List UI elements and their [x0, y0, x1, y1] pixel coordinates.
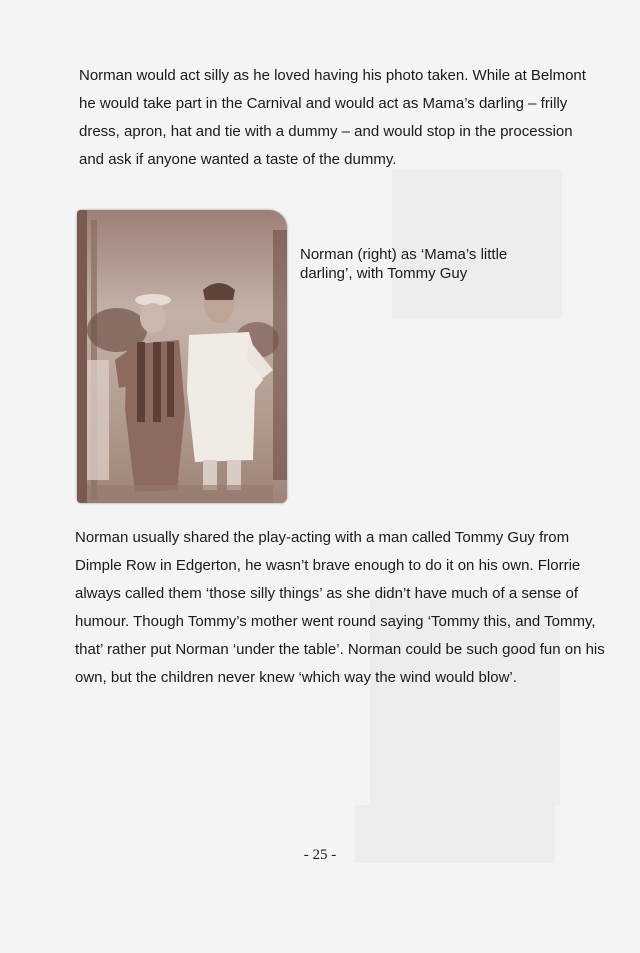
page-number: - 25 -	[303, 847, 337, 863]
historic-photo-norman-and-tommy	[77, 210, 287, 503]
photo-caption: Norman (right) as ‘Mama’s little darling’, with Tommy Guy	[300, 246, 508, 282]
paragraph-carnival: Norman would act silly as he loved having his photo taken. While at Belmont he would take part in the Carnival and would act as Mama’s darling – frilly dress, apron, hat and tie with a dummy – and would stop in the procession and ask if anyone wanted a taste of the dummy.	[79, 67, 586, 168]
photo-image	[77, 210, 287, 503]
paragraph-play-acting: Norman usually shared the play-acting with a man called Tommy Guy from Dimple Row in Edgerton, he wasn’t brave enough to do it on his own. Florrie always called them ‘those silly things’ as she didn’t have much of a sense of humour. Though Tommy’s mother went round saying ‘Tommy this, and Tommy, that’ rather put Norman ‘under the table’. Norman could be such good fun on his own, but the children never knew ‘which way the wind would blow’.	[75, 529, 605, 686]
show-through-block	[392, 170, 562, 318]
